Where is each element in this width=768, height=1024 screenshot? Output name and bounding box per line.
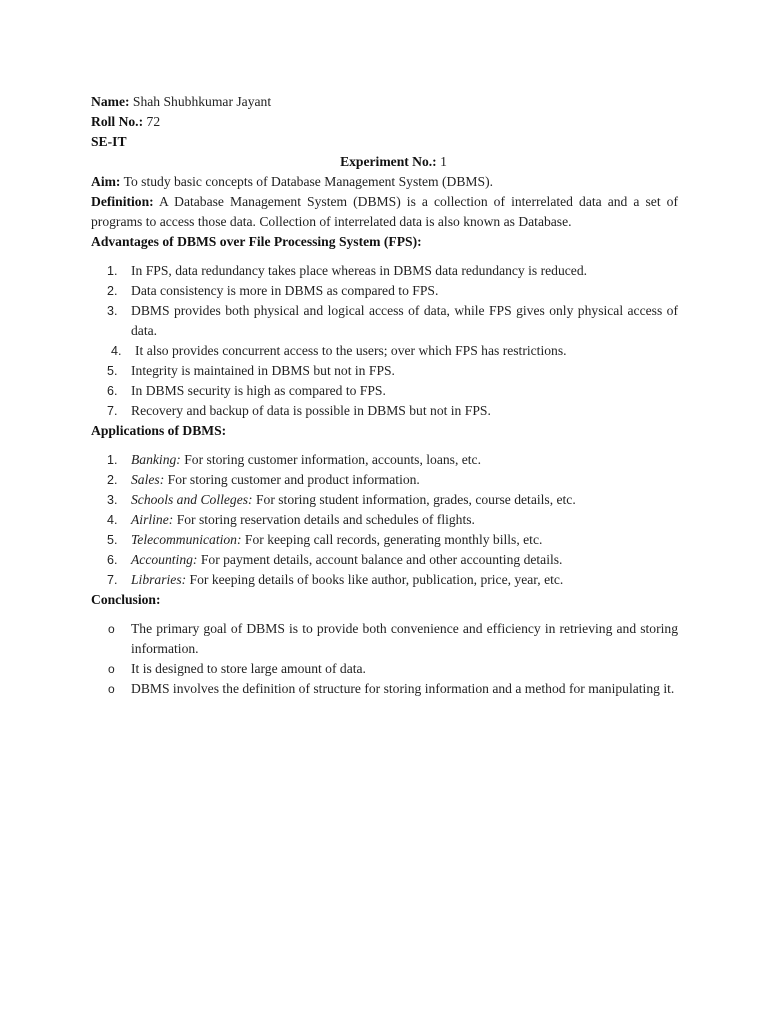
application-term: Airline: (131, 512, 174, 527)
name-line (91, 92, 678, 112)
roll-line (91, 112, 678, 132)
roll-label: Roll No.: (91, 114, 144, 129)
application-text: For payment details, account balance and other accounting details. (200, 552, 563, 567)
name-label: Name: (91, 94, 130, 109)
aim-label: Aim: (91, 174, 121, 189)
experiment-label: Experiment No.: (340, 154, 437, 169)
bullet-icon: o (108, 622, 115, 636)
list-item (91, 510, 678, 530)
list-item (91, 530, 678, 550)
applications-heading: Applications of DBMS: (91, 423, 227, 438)
list-item (91, 450, 678, 470)
conclusion-list (91, 619, 678, 699)
aim-text: To study basic concepts of Database Management System (DBMS). (123, 174, 494, 189)
application-text: For storing customer and product information. (167, 472, 420, 487)
list-item: It also provides concurrent access to the users; over which FPS has restrictions. (135, 343, 567, 358)
application-term: Libraries: (131, 572, 187, 587)
definition-text: A Database Management System (DBMS) is a collection of interrelated data and a set of programs to access those data. Collection of interrelated data is also known as Database. (91, 194, 678, 229)
application-term: Telecommunication: (131, 532, 242, 547)
applications-list (91, 450, 678, 590)
advantages-list (91, 261, 678, 421)
aim-line (91, 172, 678, 192)
application-term: Accounting: (131, 552, 198, 567)
list-item (91, 659, 678, 679)
application-text: For storing customer information, accounts, loans, etc. (184, 452, 481, 467)
application-text: For storing reservation details and schedules of flights. (176, 512, 475, 527)
bullet-icon: o (108, 662, 115, 676)
list-item: Recovery and backup of data is possible in DBMS but not in FPS. (131, 403, 491, 418)
conclusion-text: DBMS involves the definition of structure for storing information and a method for manipulating it. (131, 681, 675, 696)
list-item (91, 619, 678, 659)
conclusion-text: The primary goal of DBMS is to provide both convenience and efficiency in retrieving and storing information. (131, 621, 678, 656)
experiment-title (91, 152, 678, 172)
application-text: For storing student information, grades, course details, etc. (255, 492, 576, 507)
list-item (91, 490, 678, 510)
list-item: DBMS provides both physical and logical access of data, while FPS gives only physical access of data. (131, 303, 678, 338)
conclusion-heading: Conclusion: (91, 592, 161, 607)
conclusion-text: It is designed to store large amount of data. (131, 661, 366, 676)
definition-paragraph (91, 192, 678, 232)
roll-value: 72 (146, 114, 161, 129)
application-term: Sales: (131, 472, 165, 487)
list-item: In FPS, data redundancy takes place whereas in DBMS data redundancy is reduced. (131, 263, 588, 278)
class-label: SE-IT (91, 134, 127, 149)
list-item: In DBMS security is high as compared to FPS. (131, 383, 386, 398)
list-item (91, 550, 678, 570)
application-term: Schools and Colleges: (131, 492, 253, 507)
application-term: Banking: (131, 452, 181, 467)
experiment-value: 1 (440, 154, 447, 169)
application-text: For keeping details of books like author, publication, price, year, etc. (189, 572, 564, 587)
name-value: Shah Shubhkumar Jayant (132, 94, 272, 109)
application-text: For keeping call records, generating monthly bills, etc. (244, 532, 543, 547)
advantages-heading: Advantages of DBMS over File Processing System (FPS): (91, 234, 422, 249)
bullet-icon: o (108, 682, 115, 696)
list-item: Integrity is maintained in DBMS but not in FPS. (131, 363, 395, 378)
list-item (91, 470, 678, 490)
definition-label: Definition: (91, 194, 154, 209)
list-item (91, 679, 678, 699)
list-item (91, 570, 678, 590)
list-item: Data consistency is more in DBMS as compared to FPS. (131, 283, 439, 298)
